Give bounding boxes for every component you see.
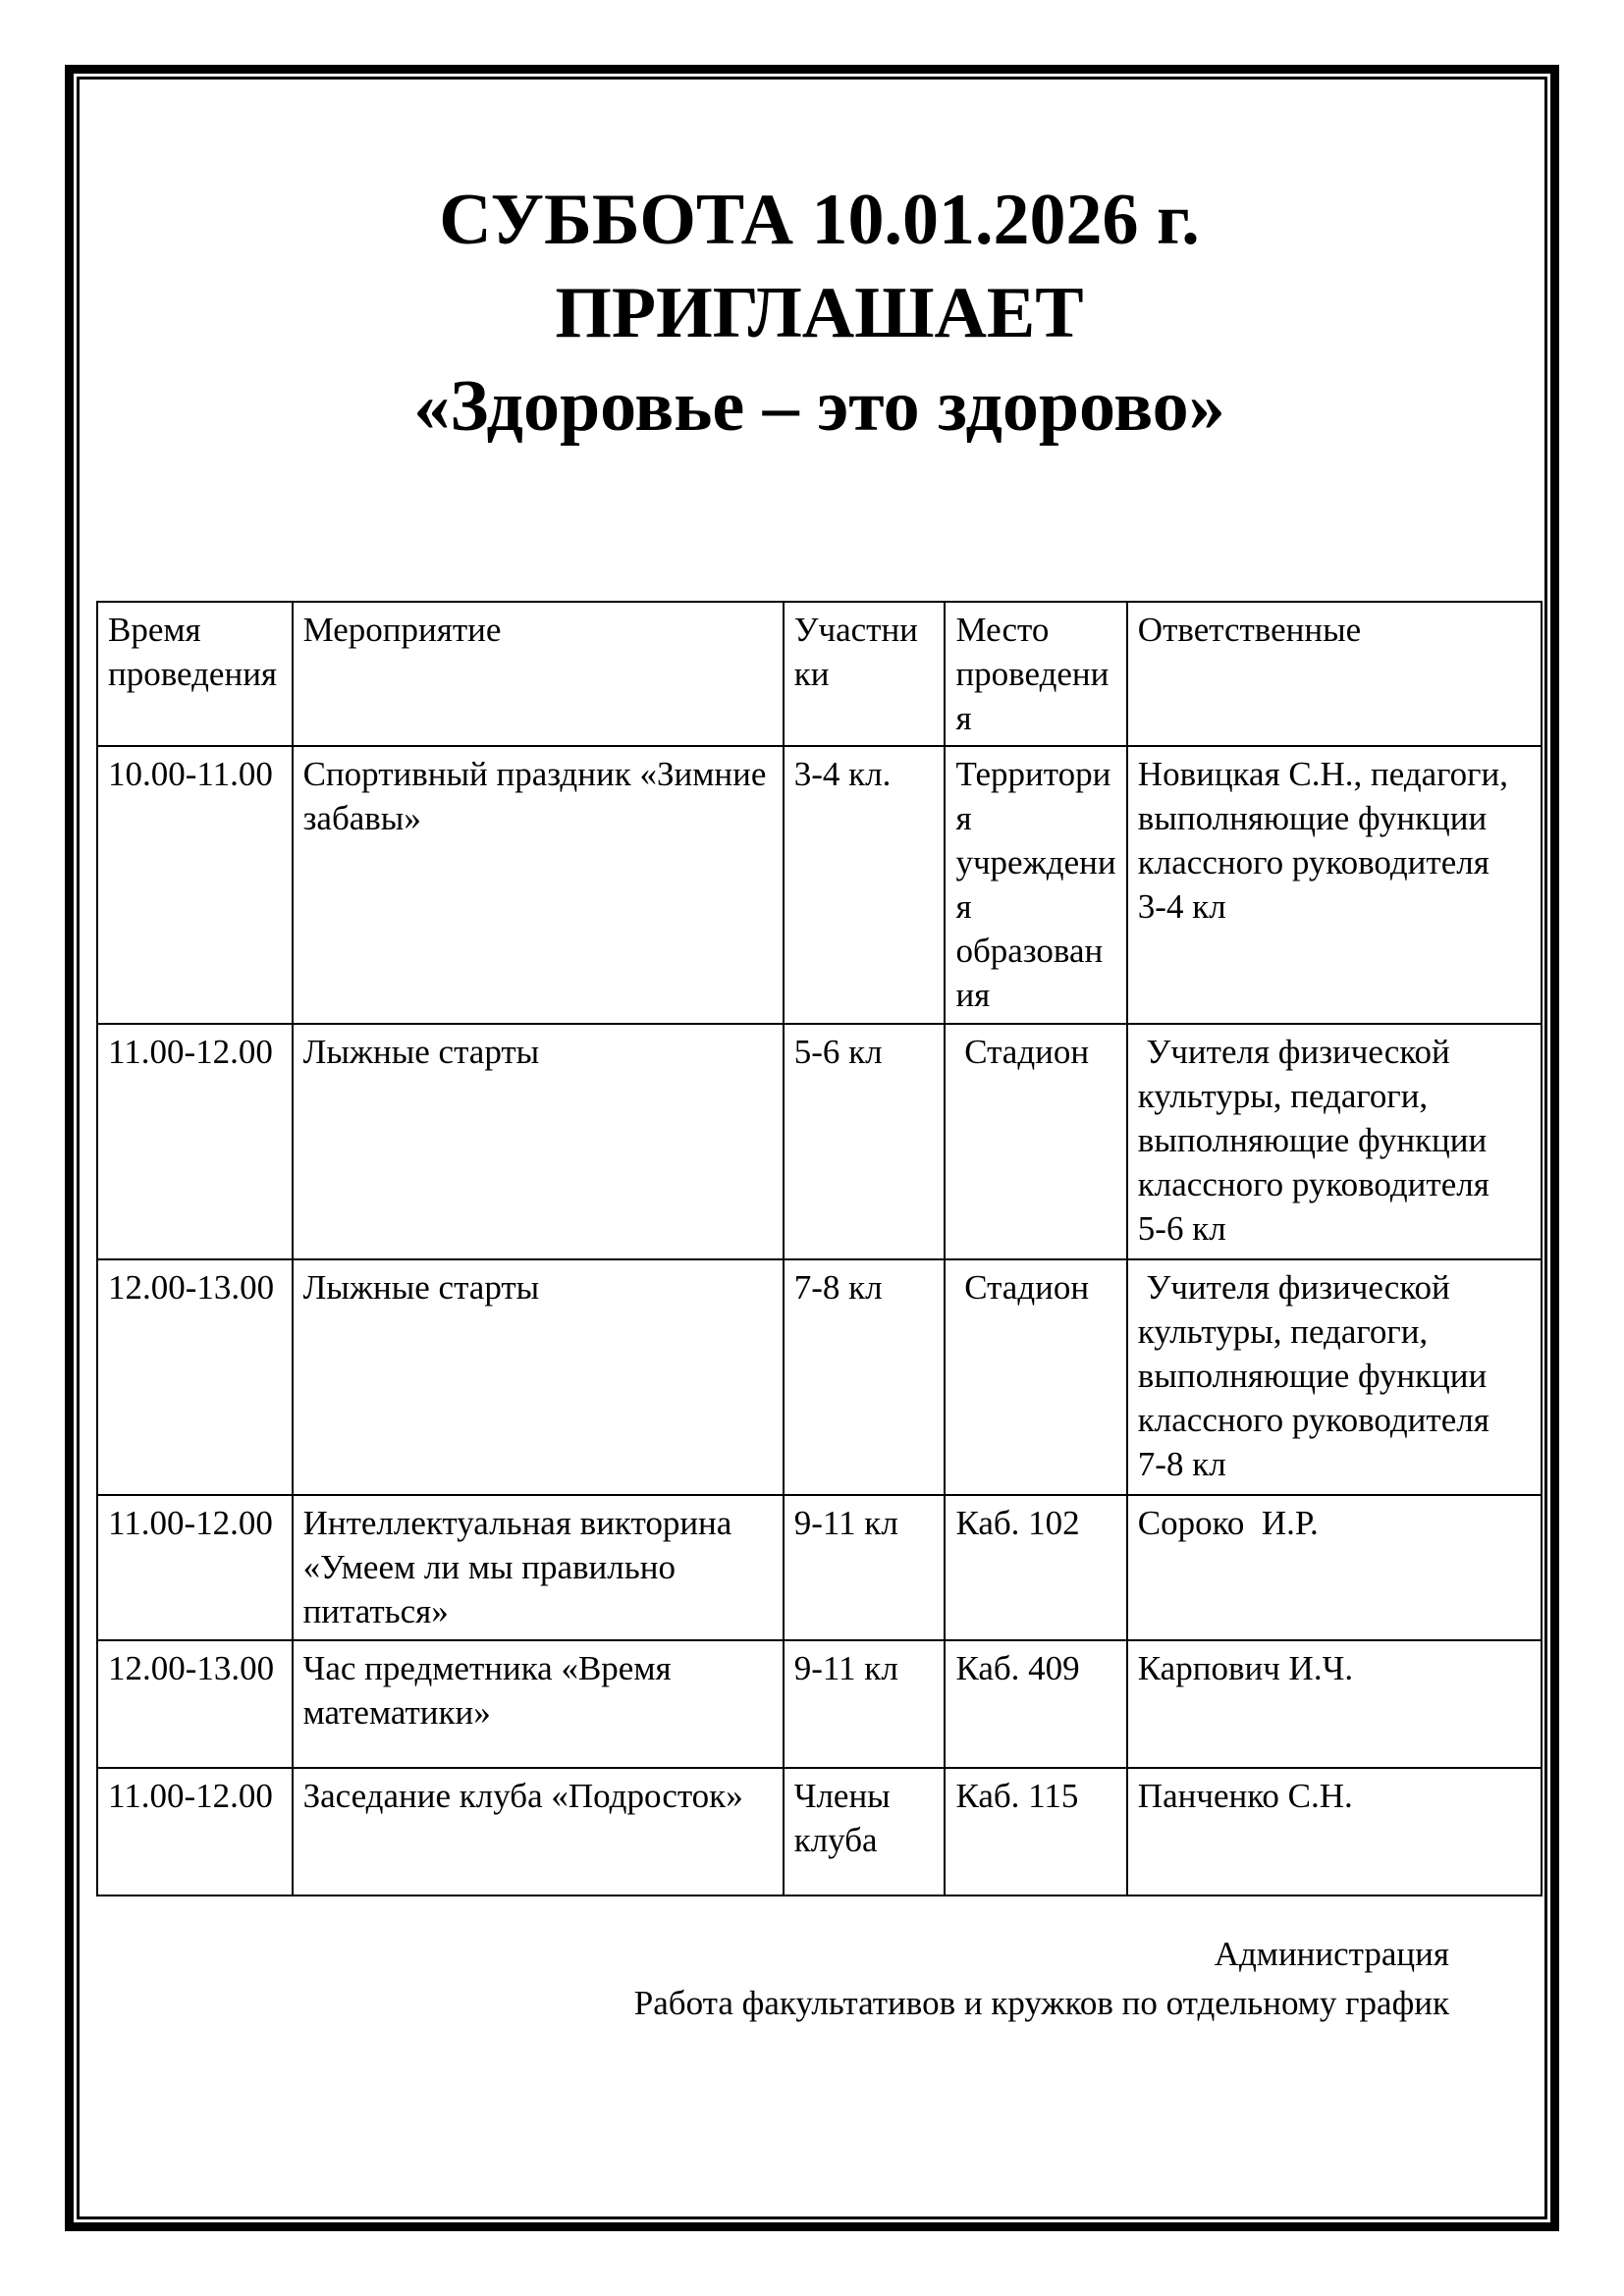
table-row bbox=[97, 1640, 1542, 1768]
table-cell: 10.00-11.00 bbox=[97, 746, 293, 1024]
table-row bbox=[97, 1768, 1542, 1896]
table-cell: 12.00-13.00 bbox=[97, 1640, 293, 1768]
table-cell: 9-11 кл bbox=[784, 1495, 946, 1640]
table-cell: Панченко С.Н. bbox=[1127, 1768, 1542, 1896]
document-footer bbox=[96, 1930, 1543, 2028]
table-cell: Учителя физической культуры, педагоги, выполняющие функции классного руководителя 7-8 кл bbox=[1127, 1259, 1542, 1495]
header-cell: Участники bbox=[784, 602, 946, 746]
table-cell: Учителя физической культуры, педагоги, выполняющие функции классного руководителя 5-6 кл bbox=[1127, 1024, 1542, 1259]
table-cell: Сороко И.Р. bbox=[1127, 1495, 1542, 1640]
table-cell: Стадион bbox=[945, 1259, 1126, 1495]
table-cell: Заседание клуба «Подросток» bbox=[293, 1768, 784, 1896]
table-cell: Каб. 102 bbox=[945, 1495, 1126, 1640]
footer-note: Работа факультативов и кружков по отдельному график bbox=[633, 1984, 1449, 2022]
table-cell: 7-8 кл bbox=[784, 1259, 946, 1495]
table-cell: Лыжные старты bbox=[293, 1024, 784, 1259]
schedule-table-body bbox=[97, 746, 1542, 1896]
table-cell: Интеллектуальная викторина «Умеем ли мы правильно питаться» bbox=[293, 1495, 784, 1640]
schedule-table bbox=[96, 601, 1543, 1896]
title-line-date: СУББОТА 10.01.2026 г. bbox=[439, 180, 1200, 260]
table-cell: Новицкая С.Н., педагоги, выполняющие функции классного руководителя 3-4 кл bbox=[1127, 746, 1542, 1024]
table-row bbox=[97, 1024, 1542, 1259]
table-cell: Карпович И.Ч. bbox=[1127, 1640, 1542, 1768]
table-cell: 9-11 кл bbox=[784, 1640, 946, 1768]
header-cell: Мероприятие bbox=[293, 602, 784, 746]
table-row bbox=[97, 1259, 1542, 1495]
title-line-invites: ПРИГЛАШАЕТ bbox=[555, 273, 1084, 353]
table-row bbox=[97, 1495, 1542, 1640]
table-cell: Лыжные старты bbox=[293, 1259, 784, 1495]
table-cell: 5-6 кл bbox=[784, 1024, 946, 1259]
header-cell: Ответственные bbox=[1127, 602, 1542, 746]
table-row bbox=[97, 746, 1542, 1024]
document-title bbox=[96, 174, 1543, 454]
table-cell: Территория учреждения образования bbox=[945, 746, 1126, 1024]
table-cell: 11.00-12.00 bbox=[97, 1024, 293, 1259]
table-cell: 12.00-13.00 bbox=[97, 1259, 293, 1495]
page-content bbox=[80, 80, 1544, 2216]
table-header-row bbox=[97, 602, 1542, 746]
table-cell: 11.00-12.00 bbox=[97, 1768, 293, 1896]
table-cell: 11.00-12.00 bbox=[97, 1495, 293, 1640]
header-cell: Время проведения bbox=[97, 602, 293, 746]
table-cell: Каб. 115 bbox=[945, 1768, 1126, 1896]
table-cell: Стадион bbox=[945, 1024, 1126, 1259]
table-cell: 3-4 кл. bbox=[784, 746, 946, 1024]
table-cell: Каб. 409 bbox=[945, 1640, 1126, 1768]
title-line-slogan: «Здоровье – это здорово» bbox=[413, 366, 1225, 447]
table-cell: Спортивный праздник «Зимние забавы» bbox=[293, 746, 784, 1024]
header-cell: Место проведения bbox=[945, 602, 1126, 746]
table-cell: Члены клуба bbox=[784, 1768, 946, 1896]
table-cell: Час предметника «Время математики» bbox=[293, 1640, 784, 1768]
footer-administration: Администрация bbox=[1214, 1935, 1449, 1973]
